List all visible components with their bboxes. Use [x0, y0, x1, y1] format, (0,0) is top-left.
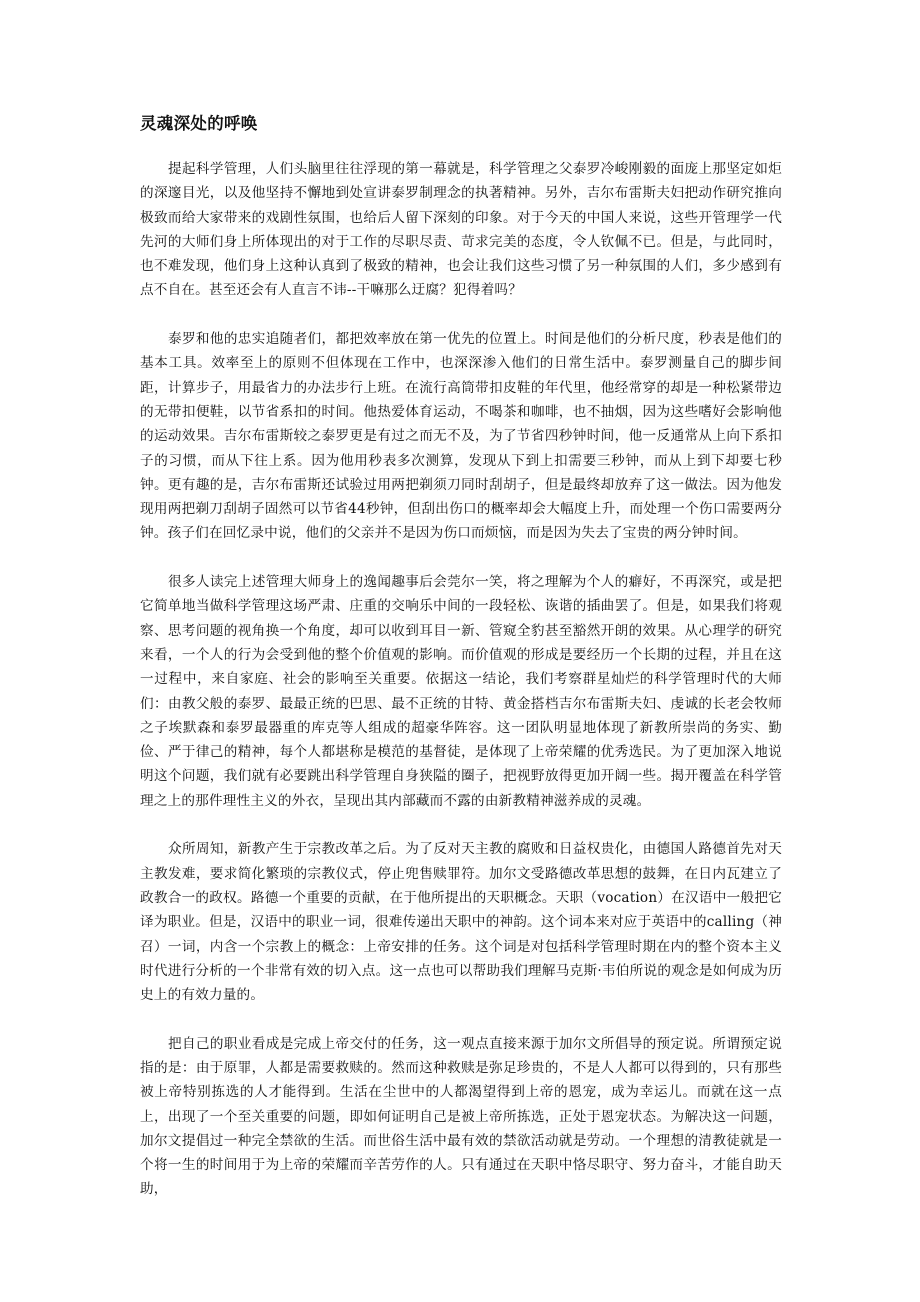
document-page [140, 112, 782, 1202]
paragraph-3: 很多人读完上述管理大师身上的逸闻趣事后会莞尔一笑，将之理解为个人的癖好，不再深究，或是把它简单地当做科学管理这场严肃、庄重的交响乐中间的一段轻松、诙谐的插曲罢了。但是，如果我们将观察、思考问题的视角换一个角度，却可以收到耳目一新、管窥全豹甚至豁然开朗的效果。从心理学的研究来看，一个人的行为会受到他的整个价值观的影响。而价值观的形成是要经历一个长期的过程，并且在这一过程中，来自家庭、社会的影响至关重要。依据这一结论，我们考察群星灿烂的科学管理时代的大师们：由教父般的泰罗、最最正统的巴思、最不正统的甘特、黄金搭档吉尔布雷斯夫妇、虔诚的长老会牧师之子埃默森和泰罗最器重的库克等人组成的超豪华阵容。这一团队明显地体现了新教所崇尚的务实、勤俭、严于律己的精神，每个人都堪称是模范的基督徒，是体现了上帝荣耀的优秀选民。为了更加深入地说明这个问题，我们就有必要跳出科学管理自身狭隘的圈子，把视野放得更加开阔一些。揭开覆盖在科学管理之上的那件理性主义的外衣，呈现出其内部藏而不露的由新教精神滋养成的灵魂。 [140, 574, 782, 809]
paragraph-5: 把自己的职业看成是完成上帝交付的任务，这一观点直接来源于加尔文所倡导的预定说。所谓预定说指的是：由于原罪，人都是需要救赎的。然而这种救赎是弥足珍贵的，不是人人都可以得到的，只有那些被上帝特别拣选的人才能得到。生活在尘世中的人都渴望得到上帝的恩宠，成为幸运儿。而就在这一点上，出现了一个至关重要的问题，即如何证明自己是被上帝所拣选，正处于恩宠状态。为解决这一问题，加尔文提倡过一种完全禁欲的生活。而世俗生活中最有效的禁欲活动就是劳动。一个理想的清教徒就是一个将一生的时间用于为上帝的荣耀而辛苦劳作的人。只有通过在天职中恪尽职守、努力奋斗，才能自助天助， [140, 1035, 782, 1198]
paragraph-4: 众所周知，新教产生于宗教改革之后。为了反对天主教的腐败和日益权贵化，由德国人路德首先对天主教发难，要求简化繁琐的宗教仪式，停止兜售赎罪符。加尔文受路德改革思想的鼓舞，在日内瓦建立了政教合一的政权。路德一个重要的贡献，在于他所提出的天职概念。天职（vocation）在汉语中一般把它译为职业。但是，汉语中的职业一词，很难传递出天职中的神韵。这个词本来对应于英语中的calling（神召）一词，内含一个宗教上的概念：上帝安排的任务。这个词是对包括科学管理时期在内的整个资本主义时代进行分析的一个非常有效的切入点。这一点也可以帮助我们理解马克斯·韦伯所说的观念是如何成为历史上的有效力量的。 [140, 841, 782, 1004]
document-title: 灵魂深处的呼唤 [140, 114, 258, 133]
paragraph-2: 泰罗和他的忠实追随者们，都把效率放在第一优先的位置上。时间是他们的分析尺度，秒表是他们的基本工具。效率至上的原则不但体现在工作中，也深深渗入他们的日常生活中。泰罗测量自己的脚步间距，计算步子，用最省力的办法步行上班。在流行高筒带扣皮鞋的年代里，他经常穿的却是一种松紧带边的无带扣便鞋，以节省系扣的时间。他热爱体育运动，不喝茶和咖啡，也不抽烟，因为这些嗜好会影响他的运动效果。吉尔布雷斯较之泰罗更是有过之而无不及，为了节省四秒钟时间，他一反通常从上向下系扣子的习惯，而从下往上系。因为他用秒表多次测算，发现从下到上扣需要三秒钟，而从上到下却要七秒钟。更有趣的是，吉尔布雷斯还试验过用两把剃须刀同时刮胡子，但是最终却放弃了这一做法。因为他发现用两把剃刀刮胡子固然可以节省44秒钟，但刮出伤口的概率却会大幅度上升，而处理一个伤口需要两分钟。孩子们在回忆录中说，他们的父亲并不是因为伤口而烦恼，而是因为失去了宝贵的两分钟时间。 [140, 331, 782, 542]
paragraph-1: 提起科学管理，人们头脑里往往浮现的第一幕就是，科学管理之父泰罗冷峻刚毅的面庞上那坚定如炬的深邃目光，以及他坚持不懈地到处宣讲泰罗制理念的执著精神。另外，吉尔布雷斯夫妇把动作研究推向极致而给大家带来的戏剧性氛围，也给后人留下深刻的印象。对于今天的中国人来说，这些开管理学一代先河的大师们身上所体现出的对于工作的尽职尽责、苛求完美的态度，令人钦佩不已。但是，与此同时，也不难发现，他们身上这种认真到了极致的精神，也会让我们这些习惯了另一种氛围的人们，多少感到有点不自在。甚至还会有人直言不讳--干嘛那么迂腐？犯得着吗？ [140, 161, 782, 299]
